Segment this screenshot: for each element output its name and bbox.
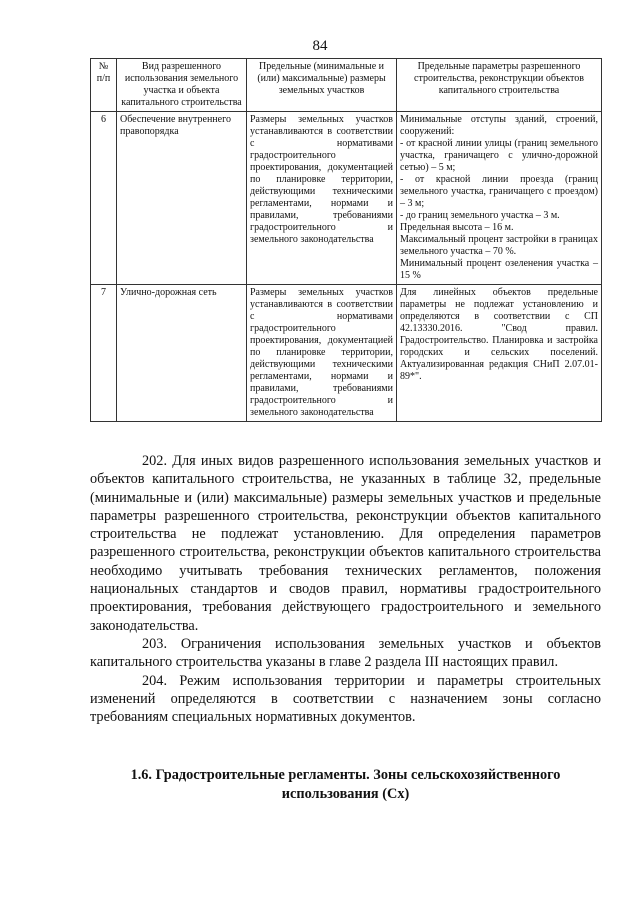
paragraph-203: 203. Ограничения использования земельных участков и объектов капитального строительства указаны в главе 2 раздела III настоящих правил. [90,635,601,671]
regulations-table [90,58,602,422]
header-plot-sizes: Предельные (минимальные и (или) максимальные) размеры земельных участков [247,59,397,112]
param-line: Для линейных объектов предельные параметры не подлежат установлению и определяются в соответствии с СП 42.13330.2016. "Свод правил. Градостроительство. Планировка и застройка городских и сельских поселений. Актуализированная редакция СНиП 2.07.01-89*". [400,287,598,382]
param-line: Предельная высота – 16 м. [400,222,514,233]
row-number: 7 [91,285,117,422]
table-row [91,112,602,285]
table-row [91,285,602,422]
param-line: - до границ земельного участка – 3 м. [400,210,560,221]
paragraph-202: 202. Для иных видов разрешенного использования земельных участков и объектов капитального строительства, не указанных в таблице 32, предельные (минимальные и (или) максимальные) размеры земельных участков и предельные параметры разрешенного строительства, реконструкции объектов капитального строительства не подлежат установлению. Для определения параметров разрешенного строительства, реконструкции объектов капитального строительства необходимо учитывать требования технических регламентов, положения национальных стандартов и сводов правил, нормативы градостроительного проектирования, требования действующего градостроительного и земельного законодательства. [90,453,601,634]
param-line: - от красной линии проезда (границ земельного участка, граничащего с проездом) – 3 м; [400,174,598,209]
header-number: № п/п [91,59,117,112]
row-number: 6 [91,112,117,285]
table-header-row [91,59,602,112]
row-construction-params [397,112,602,285]
param-line: Минимальные отступы зданий, строений, сооружений: [400,114,598,137]
param-line: Минимальный процент озеленения участка – 15 % [400,258,598,281]
body-text [90,452,601,726]
section-heading: 1.6. Градостроительные регламенты. Зоны сельскохозяйственного использования (Сх) [130,767,561,802]
paragraph-204: 204. Режим использования территории и параметры строительных изменений определяются в соответствии с назначением зоны согласно требованиям специальных нормативных документов. [90,672,601,726]
header-construction-params: Предельные параметры разрешенного строительства, реконструкции объектов капитального строительства [397,59,602,112]
row-use-type: Обеспечение внутреннего правопорядка [117,112,247,285]
row-construction-params [397,285,602,422]
param-line: Максимальный процент застройки в границах земельного участка – 70 %. [400,234,598,257]
page-number: 84 [312,38,328,54]
header-use-type: Вид разрешенного использования земельного участка и объекта капитального строительства [117,59,247,112]
row-plot-sizes: Размеры земельных участков устанавливаются в соответствии с нормативами градостроительного проектирования, документацией по планировке территории, действующими техническими регламентами, нормами и правилами, требованиями градостроительного и земельного законодательства [247,112,397,285]
row-use-type: Улично-дорожная сеть [117,285,247,422]
param-line: - от красной линии улицы (границ земельного участка, граничащего с улично-дорожной сетью) – 5 м; [400,138,598,173]
row-plot-sizes: Размеры земельных участков устанавливаются в соответствии с нормативами градостроительного проектирования, документацией по планировке территории, действующими техническими регламентами, нормами и правилами, требованиями градостроительного и земельного законодательства [247,285,397,422]
